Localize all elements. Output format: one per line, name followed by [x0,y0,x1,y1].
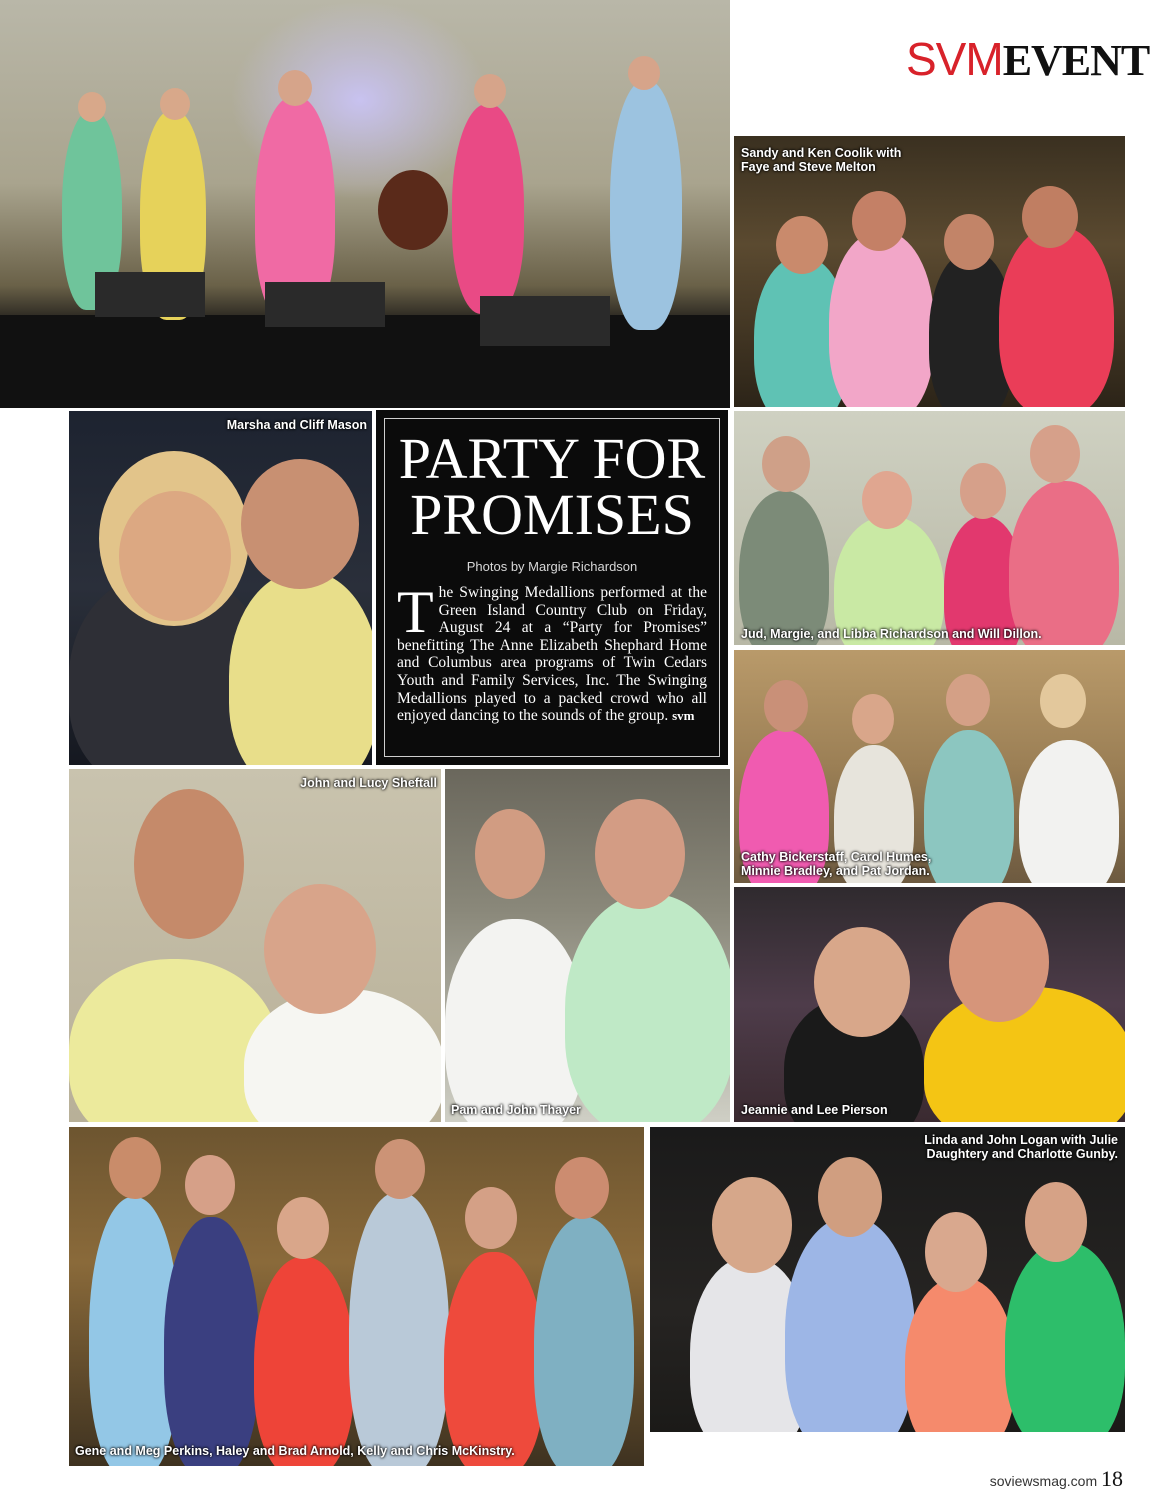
photo-pierson [734,887,1125,1122]
site-url: soviewsmag.com [989,1473,1098,1489]
caption-richardson: Jud, Margie, and Libba Richardson and Will Dillon. [741,627,1042,641]
drop-cap: T [397,579,434,645]
photo-logan [650,1127,1125,1432]
page-footer [990,1466,1123,1492]
photo-coolik-melton [734,136,1125,407]
signature: svm [672,708,695,724]
story-frame [384,418,720,757]
caption-perkins: Gene and Meg Perkins, Haley and Brad Arnold, Kelly and Chris McKinstry. [75,1444,515,1458]
page-number: 18 [1101,1466,1123,1491]
photo-thayer [445,769,730,1122]
photo-band [0,0,730,408]
caption-coolik-melton: Sandy and Ken Coolik with Faye and Steve Melton [741,146,902,174]
article-body [397,579,707,725]
photo-bickerstaff [734,650,1125,883]
photo-credit: Photos by Margie Richardson [466,559,638,574]
article-text: he Swinging Medallions performed at the Green Island Country Club on Friday, August 24 at a “Party for Promises” benefitting The Anne Elizabeth Shephard Home and Columbus area programs of Twin Cedars Youth and Family Services, Inc. The Swinging Medallions played to a packed crowd who all enjoyed dancing to the sounds of the group. [397,584,707,725]
caption-logan: Linda and John Logan with Julie Daughtery and Charlotte Gunby. [924,1133,1118,1161]
photo-sheftall [69,769,441,1122]
caption-sheftall: John and Lucy Sheftall [300,776,437,790]
photo-perkins [69,1127,644,1466]
photo-mason [69,411,372,765]
caption-mason: Marsha and Cliff Mason [226,418,367,432]
brand-logo: SVM [906,33,1003,85]
caption-pierson: Jeannie and Lee Pierson [741,1103,888,1117]
masthead [906,32,1150,85]
photo-richardson [734,411,1125,645]
caption-thayer: Pam and John Thayer [451,1103,581,1117]
headline: PARTY FOR PROMISES [398,426,706,547]
caption-bickerstaff: Cathy Bickerstaff, Carol Humes, Minnie Bradley, and Pat Jordan. [741,850,932,878]
story-box [376,410,728,765]
section-label: EVENT [1002,36,1150,85]
